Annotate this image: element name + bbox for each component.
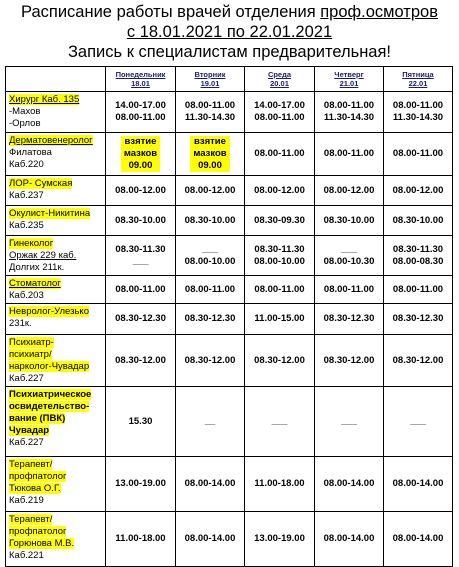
schedule-cell: 08.30-12.00: [245, 335, 315, 387]
schedule-cell: 08.00-14.00: [315, 457, 384, 512]
schedule-cell: 11.00-18.00: [106, 512, 176, 567]
schedule-cell: 08.30-12.30: [384, 304, 453, 335]
table-row: [6, 276, 453, 304]
schedule-cell: взятие мазков 09.00: [176, 133, 245, 176]
schedule-cell: 08.30-11.30 08.00-10.00: [245, 236, 315, 276]
schedule-cell: 08.30-12.00: [176, 335, 245, 387]
schedule-cell: 13.00-19.00: [245, 512, 315, 567]
schedule-cell: 08.00-11.00: [315, 276, 384, 304]
title-note: Запись к специалистам предварительная!: [67, 43, 392, 61]
schedule-cell: 13.00-19.00: [106, 457, 176, 512]
schedule-cell: 08.00-12.00: [315, 176, 384, 206]
title-department: проф.осмотров: [320, 3, 438, 21]
schedule-cell: 08.30-10.00: [176, 206, 245, 236]
doctor-cell: Окулист-Никитина Каб.235: [6, 206, 106, 236]
schedule-cell: 08.30-10.00: [384, 206, 453, 236]
doctor-cell: ЛОР- Сумская Каб.237: [6, 176, 106, 206]
schedule-cell: 08.00-11.00 11.30-14.30: [315, 92, 384, 133]
table-row: [6, 512, 453, 567]
schedule-cell: 15.30: [106, 387, 176, 457]
page-title: [0, 2, 459, 22]
schedule-cell: 08.00-12.00: [176, 176, 245, 206]
schedule-cell: 08.30-10.00: [106, 206, 176, 236]
schedule-cell: 11.00-15.00: [245, 304, 315, 335]
table-row: [6, 387, 453, 457]
schedule-cell: 08.00-14.00: [384, 457, 453, 512]
table-row: [6, 133, 453, 176]
schedule-cell: 14.00-17.00 08.00-11.00: [245, 92, 315, 133]
table-row: [6, 304, 453, 335]
header-row: [6, 67, 453, 92]
schedule-cell: ___: [245, 387, 315, 457]
schedule-cell: 08.00-11.00: [176, 276, 245, 304]
title-prefix: Расписание работы врачей отделения: [21, 3, 321, 21]
schedule-cell: 08.30-12.30: [106, 304, 176, 335]
schedule-cell: ___: [384, 387, 453, 457]
header-doctor: [6, 67, 106, 92]
title-dates-text: с 18.01.2021 по 22.01.2021: [126, 23, 333, 41]
schedule-cell: 08.30-09.30: [245, 206, 315, 236]
doctor-cell: Психиатрическое освидетельство- вание (ПВК) Чувадар Каб.227: [6, 387, 106, 457]
schedule-cell: 08.00-11.00: [245, 133, 315, 176]
table-row: [6, 236, 453, 276]
header-day: Вторник 19.01: [176, 67, 245, 92]
schedule-cell: 14.00-17.00 08.00-11.00: [106, 92, 176, 133]
schedule-cell: 08.00-11.00: [315, 133, 384, 176]
schedule-cell: 08.00-11.00: [245, 276, 315, 304]
schedule-cell: __: [176, 387, 245, 457]
schedule-cell: 08.00-11.00 11.30-14.30: [176, 92, 245, 133]
doctor-cell: Хирург Каб. 135 -Махов -Орлов: [6, 92, 106, 133]
schedule-cell: 08.30-11.30 08.00-08.30: [384, 236, 453, 276]
table-row: [6, 457, 453, 512]
schedule-cell: ___: [315, 387, 384, 457]
schedule-cell: 08.00-11.00 11.30-14.30: [384, 92, 453, 133]
schedule-table: [5, 66, 453, 567]
schedule-cell: ___ 08.00-10.30: [315, 236, 384, 276]
doctor-cell: Гинеколог Оржак 229 каб. Долгих 211к.: [6, 236, 106, 276]
table-row: [6, 206, 453, 236]
table-row: [6, 176, 453, 206]
schedule-cell: 08.00-12.00: [106, 176, 176, 206]
header-day: Среда 20.01: [245, 67, 315, 92]
schedule-cell: 08.00-14.00: [384, 512, 453, 567]
doctor-cell: Терапевт/ профпатолог Тюкова О.Г. Каб.219: [6, 457, 106, 512]
doctor-cell: Психиатр- психиатр/ нарколог-Чувадар Каб.227: [6, 335, 106, 387]
header-day: Четверг 21.01: [315, 67, 384, 92]
header-day: Понедельник 18.01: [106, 67, 176, 92]
schedule-cell: 08.00-11.00: [384, 276, 453, 304]
doctor-cell: Терапевт/ профпатолог Горюнова М.В. Каб.221: [6, 512, 106, 567]
schedule-cell: ___ 08.00-10.00: [176, 236, 245, 276]
schedule-cell: 08.30-12.30: [176, 304, 245, 335]
schedule-cell: 08.30-12.00: [315, 335, 384, 387]
schedule-cell: 08.00-12.00: [245, 176, 315, 206]
schedule-cell: 08.30-12.30: [315, 304, 384, 335]
doctor-cell: Невролог-Улезько 231к.: [6, 304, 106, 335]
schedule-cell: 08.00-11.00: [384, 133, 453, 176]
schedule-cell: 08.30-10.00: [315, 206, 384, 236]
table-row: [6, 335, 453, 387]
schedule-cell: 08.30-11.30 ___: [106, 236, 176, 276]
schedule-cell: 08.30-12.00: [384, 335, 453, 387]
doctor-cell: Дерматовенеролог Филатова Каб.220: [6, 133, 106, 176]
title-dates: [0, 22, 459, 42]
schedule-cell: 08.00-14.00: [176, 512, 245, 567]
table-row: [6, 92, 453, 133]
header-day: Пятница 22.01: [384, 67, 453, 92]
schedule-cell: 08.30-12.00: [106, 335, 176, 387]
schedule-cell: 11.00-18.00: [245, 457, 315, 512]
schedule-cell: взятие мазков 09.00: [106, 133, 176, 176]
schedule-cell: 08.00-14.00: [176, 457, 245, 512]
schedule-cell: 08.00-12.00: [384, 176, 453, 206]
schedule-cell: 08.00-11.00: [106, 276, 176, 304]
doctor-cell: Стоматолог Каб.203: [6, 276, 106, 304]
schedule-cell: 08.00-14.00: [315, 512, 384, 567]
